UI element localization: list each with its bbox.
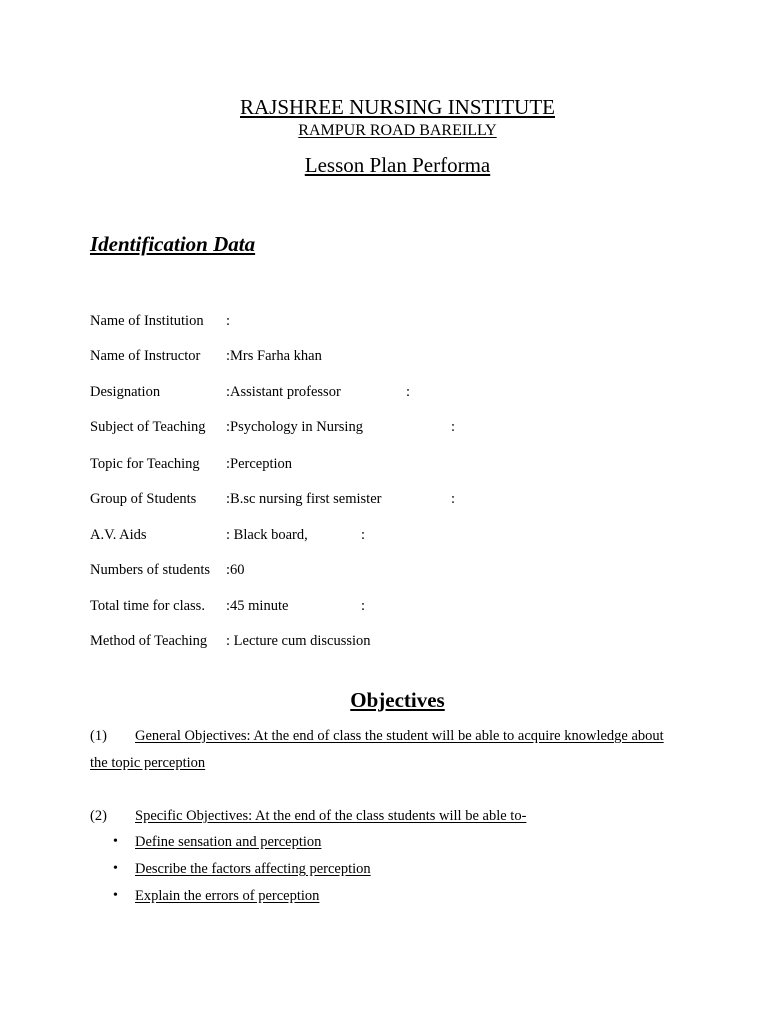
field-value-total-time: :45 minute <box>226 598 289 614</box>
specific-objective-item: Define sensation and perception <box>135 834 322 850</box>
field-extra-designation: : <box>406 384 411 400</box>
specific-objective-item: Explain the errors of perception <box>135 888 320 904</box>
objectives-heading: Objectives <box>350 688 445 712</box>
institute-address: RAMPUR ROAD BAREILLY <box>298 122 497 139</box>
bullet-icon: • <box>113 861 118 876</box>
general-objective-number: (1) <box>90 728 107 744</box>
specific-objective-intro: Specific Objectives: At the end of the class students will be able to- <box>135 808 527 824</box>
field-label-subject: Subject of Teaching <box>90 419 206 435</box>
field-value-designation: :Assistant professor <box>226 384 341 400</box>
field-label-av-aids: A.V. Aids <box>90 527 147 543</box>
field-value-group: :B.sc nursing first semister <box>226 491 382 507</box>
field-value-subject: :Psychology in Nursing <box>226 419 363 435</box>
field-label-institution: Name of Institution <box>90 313 204 329</box>
field-label-students: Numbers of students <box>90 562 211 578</box>
field-label-topic: Topic for Teaching <box>90 456 200 472</box>
form-title: Lesson Plan Performa <box>304 153 491 177</box>
general-objective-line2: the topic perception <box>90 755 206 771</box>
field-extra-total-time: : <box>361 598 366 614</box>
field-label-total-time: Total time for class. <box>90 598 205 614</box>
specific-objective-item: Describe the factors affecting perception <box>135 861 371 877</box>
bullet-icon: • <box>113 888 118 903</box>
field-value-instructor: :Mrs Farha khan <box>226 348 322 364</box>
bullet-icon: • <box>113 834 118 849</box>
field-label-designation: Designation <box>90 384 161 400</box>
specific-objective-number: (2) <box>90 808 107 824</box>
field-value-method: : Lecture cum discussion <box>226 633 371 649</box>
field-label-instructor: Name of Instructor <box>90 348 201 364</box>
general-objective-line1: General Objectives: At the end of class the student will be able to acquire knowledge about <box>135 728 664 744</box>
field-value-institution: : <box>226 313 231 329</box>
field-label-group: Group of Students <box>90 491 197 507</box>
field-value-av-aids: : Black board, <box>226 527 308 543</box>
field-extra-group: : <box>451 491 456 507</box>
identification-heading: Identification Data <box>90 232 256 256</box>
field-value-topic: :Perception <box>226 456 293 472</box>
field-extra-subject: : <box>451 419 456 435</box>
field-label-method: Method of Teaching <box>90 633 208 649</box>
field-extra-av-aids: : <box>361 527 366 543</box>
field-value-students: :60 <box>226 562 245 578</box>
institute-name: RAJSHREE NURSING INSTITUTE <box>240 95 555 119</box>
